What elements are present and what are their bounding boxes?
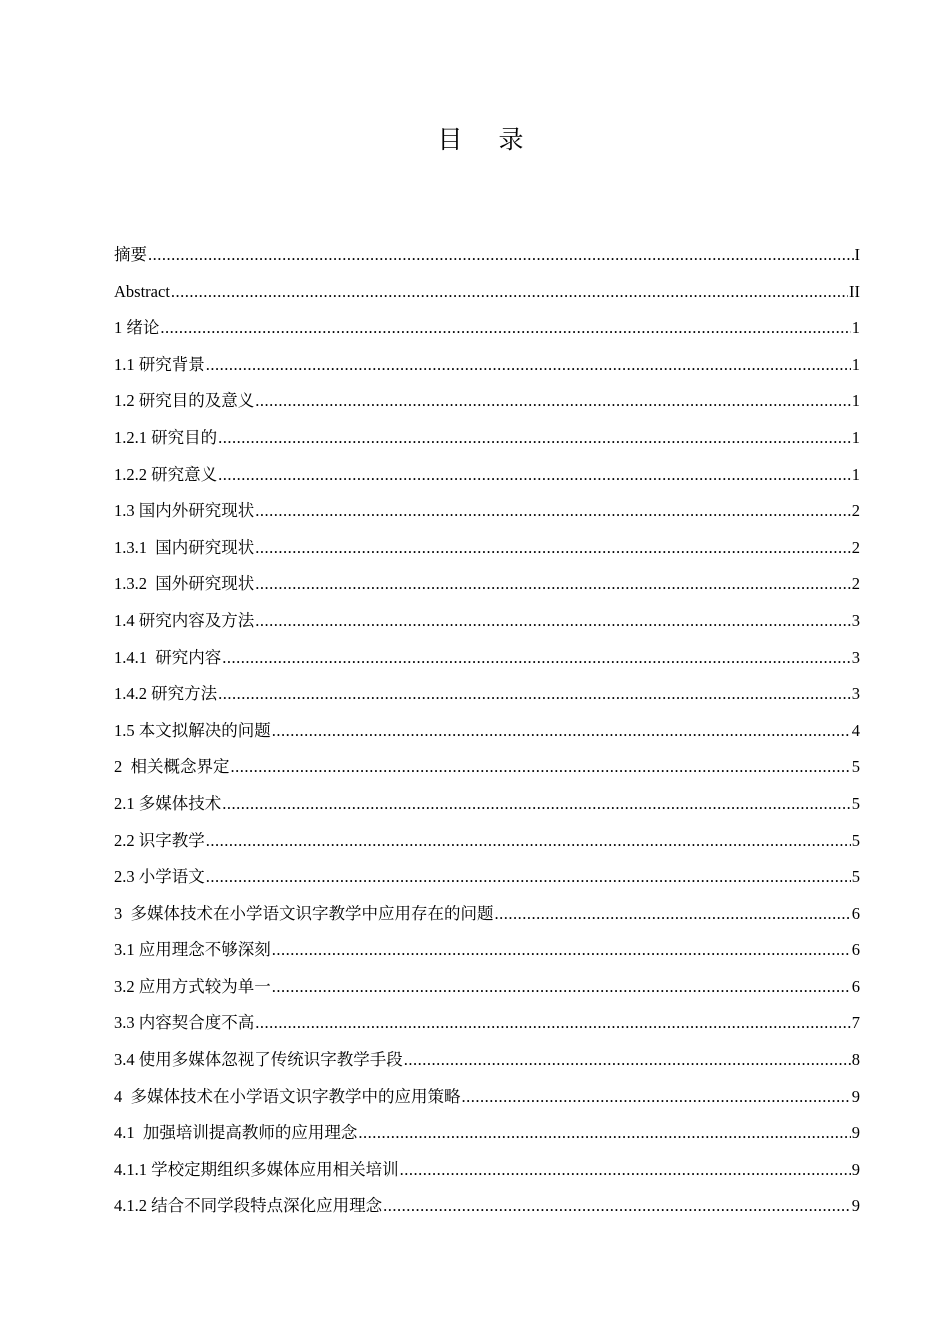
toc-entry-page-number: 1 [851, 391, 860, 411]
toc-entry-page-number: 9 [851, 1196, 860, 1216]
toc-entry-label: 1.3.1 国内研究现状 [114, 537, 255, 557]
page-title: 目 录 [437, 125, 538, 154]
toc-entry-label: 1.2.1 研究目的 [114, 427, 218, 447]
toc-dot-leader [160, 310, 850, 347]
toc-dot-leader [206, 823, 851, 860]
toc-entry-label: 2.2 识字教学 [114, 830, 205, 850]
toc-dot-leader [222, 640, 851, 677]
toc-entry-label: 1.4 研究内容及方法 [114, 610, 255, 630]
toc-entry[interactable] [114, 530, 860, 567]
toc-dot-leader [218, 457, 851, 494]
toc-dot-leader [400, 1152, 851, 1189]
toc-entry-label: 1.4.2 研究方法 [114, 684, 218, 704]
toc-entry[interactable] [114, 1042, 860, 1079]
toc-entry[interactable] [114, 274, 860, 311]
toc-entry-page-number: 6 [851, 940, 860, 960]
toc-entry-page-number: 7 [851, 1013, 860, 1033]
toc-dot-leader [272, 713, 851, 750]
toc-entry[interactable] [114, 566, 860, 603]
toc-entry[interactable] [114, 859, 860, 896]
toc-entry-label: 1.2.2 研究意义 [114, 464, 218, 484]
toc-entry-page-number: 8 [851, 1050, 860, 1070]
toc-entry-page-number: 3 [851, 610, 860, 630]
toc-entry-page-number: 2 [851, 537, 860, 557]
toc-entry-page-number: 9 [851, 1123, 860, 1143]
toc-entry-label: 3.1 应用理念不够深刻 [114, 940, 271, 960]
toc-entry-label: 4.1.2 结合不同学段特点深化应用理念 [114, 1196, 383, 1216]
toc-entry-page-number: 5 [851, 757, 860, 777]
toc-entry-page-number: II [849, 281, 860, 301]
toc-dot-leader [206, 859, 851, 896]
toc-dot-leader [255, 383, 851, 420]
toc-entry-label: 2 相关概念界定 [114, 757, 230, 777]
toc-entry[interactable] [114, 1152, 860, 1189]
toc-entry[interactable] [114, 420, 860, 457]
toc-entry-page-number: 1 [851, 427, 860, 447]
toc-dot-leader [148, 237, 854, 274]
toc-entry[interactable] [114, 457, 860, 494]
toc-dot-leader [255, 603, 851, 640]
toc-entry[interactable] [114, 932, 860, 969]
toc-entry-page-number: 3 [851, 684, 860, 704]
toc-entry-label: Abstract [114, 281, 170, 301]
toc-entry[interactable] [114, 603, 860, 640]
toc-entry-label: 1.5 本文拟解决的问题 [114, 720, 271, 740]
toc-entry-label: 1.1 研究背景 [114, 354, 205, 374]
toc-entry-page-number: 1 [851, 354, 860, 374]
toc-dot-leader [255, 566, 851, 603]
toc-entry-page-number: 1 [851, 464, 860, 484]
toc-entry[interactable] [114, 896, 860, 933]
toc-entry-page-number: 6 [851, 903, 860, 923]
toc-entry[interactable] [114, 640, 860, 677]
toc-entry-page-number: 1 [851, 318, 860, 338]
toc-entry-page-number: 5 [851, 867, 860, 887]
toc-dot-leader [171, 274, 848, 311]
toc-entry[interactable] [114, 493, 860, 530]
toc-entry-label: 2.3 小学语文 [114, 867, 205, 887]
toc-entry-label: 3.4 使用多媒体忽视了传统识字教学手段 [114, 1050, 403, 1070]
toc-dot-leader [255, 530, 851, 567]
toc-dot-leader [218, 420, 851, 457]
toc-dot-leader [231, 749, 851, 786]
toc-entry[interactable] [114, 1005, 860, 1042]
toc-entry[interactable] [114, 1079, 860, 1116]
toc-entry-page-number: 6 [851, 976, 860, 996]
toc-entry-label: 4.1.1 学校定期组织多媒体应用相关培训 [114, 1159, 399, 1179]
toc-entry[interactable] [114, 713, 860, 750]
toc-entry-label: 1.4.1 研究内容 [114, 647, 222, 667]
toc-dot-leader [218, 676, 851, 713]
toc-entry-page-number: 9 [851, 1159, 860, 1179]
toc-entry[interactable] [114, 310, 860, 347]
toc-entry[interactable] [114, 1115, 860, 1152]
toc-entry-label: 1.3.2 国外研究现状 [114, 574, 255, 594]
toc-entry-label: 3.3 内容契合度不高 [114, 1013, 255, 1033]
toc-dot-leader [255, 1005, 851, 1042]
toc-entry-label: 3.2 应用方式较为单一 [114, 976, 271, 996]
toc-dot-leader [404, 1042, 851, 1079]
toc-entry-page-number: I [854, 245, 860, 264]
toc-entry[interactable] [114, 786, 860, 823]
toc-entry-label: 摘要 [114, 245, 147, 264]
toc-dot-leader [495, 896, 851, 933]
toc-entry[interactable] [114, 676, 860, 713]
toc-entry-page-number: 2 [851, 574, 860, 594]
toc-entry-label: 1.2 研究目的及意义 [114, 391, 255, 411]
toc-entry-page-number: 5 [851, 793, 860, 813]
toc-entry-page-number: 5 [851, 830, 860, 850]
toc-entry[interactable] [114, 749, 860, 786]
toc-entry-page-number: 3 [851, 647, 860, 667]
toc-dot-leader [383, 1188, 851, 1225]
toc-dot-leader [272, 969, 851, 1006]
table-of-contents [114, 237, 860, 1225]
toc-entry[interactable] [114, 969, 860, 1006]
toc-entry-label: 4 多媒体技术在小学语文识字教学中的应用策略 [114, 1086, 461, 1106]
toc-entry-label: 2.1 多媒体技术 [114, 793, 222, 813]
toc-entry[interactable] [114, 347, 860, 384]
toc-entry-label: 3 多媒体技术在小学语文识字教学中应用存在的问题 [114, 903, 494, 923]
toc-entry[interactable] [114, 237, 860, 274]
toc-entry[interactable] [114, 383, 860, 420]
toc-entry-label: 4.1 加强培训提高教师的应用理念 [114, 1123, 358, 1143]
toc-dot-leader [206, 347, 851, 384]
toc-entry-label: 1 绪论 [114, 318, 160, 338]
toc-entry-page-number: 9 [851, 1086, 860, 1106]
toc-dot-leader [358, 1115, 850, 1152]
toc-entry-page-number: 2 [851, 501, 860, 521]
toc-entry-page-number: 4 [851, 720, 860, 740]
toc-entry[interactable] [114, 1188, 860, 1225]
toc-entry[interactable] [114, 823, 860, 860]
toc-dot-leader [255, 493, 851, 530]
toc-dot-leader [222, 786, 851, 823]
toc-dot-leader [272, 932, 851, 969]
toc-entry-label: 1.3 国内外研究现状 [114, 501, 255, 521]
toc-dot-leader [462, 1079, 851, 1116]
